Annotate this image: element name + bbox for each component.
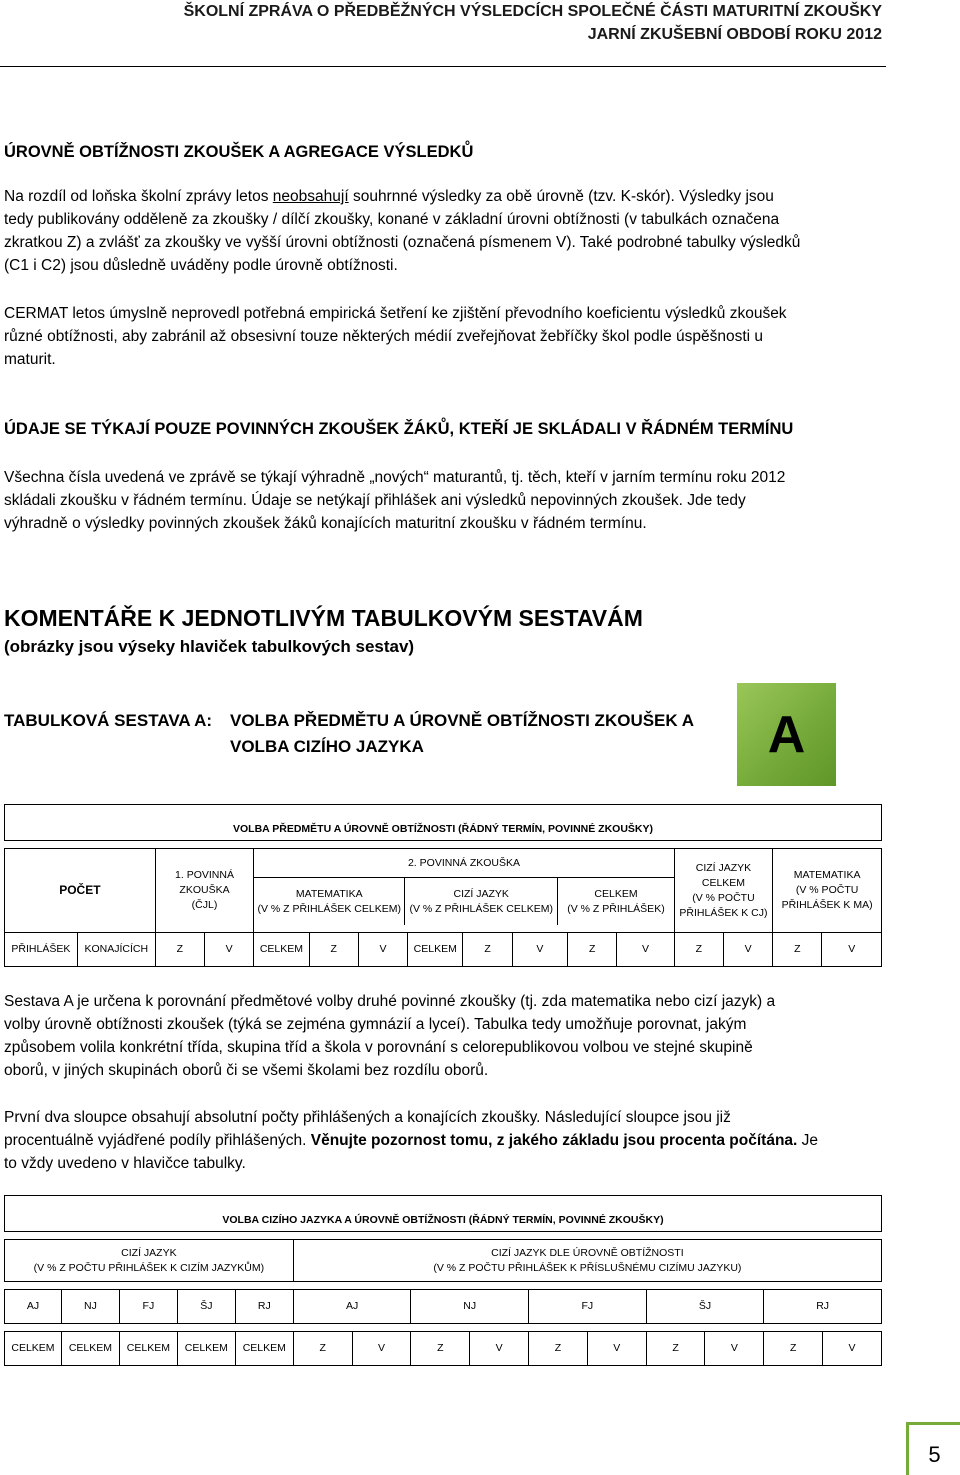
paragraph-line: procentuálně vyjádřené podíly přihlášených. Věnujte pozornost tomu, z jakého základu jsou procenta počítána. Je [4,1132,819,1149]
table-language-row [5,1290,882,1324]
page-number: 5 [906,1422,960,1475]
paragraph-columns [4,1106,884,1175]
underlined-word: neobsahují [272,188,349,205]
header-divider [0,66,886,67]
table-header-cell: Z [155,933,204,967]
paragraph-levels [4,185,884,277]
table-spacer [5,1232,882,1240]
header-pz2: 2. POVINNÁ ZKOUŠKA MATEMATIKA (V % Z PŘIHLÁŠEK CELKEM) CIZÍ JAZYK (V % Z PŘIHLÁŠEK CELKEM) CELKEM (V % Z PŘIHLÁŠEK) [254,849,675,933]
paragraph-line: (C1 i C2) jsou důsledně uváděny podle úrovně obtížnosti. [4,257,398,274]
table-language-cell: AJ [5,1290,62,1324]
paragraph-line: Sestava A je určena k porovnání předmětové volby druhé povinné zkoušky (tj. zda matematika nebo cizí jazyk) a [4,993,776,1010]
header-matematika: MATEMATIKA (V % Z PŘIHLÁŠEK CELKEM) [254,877,404,925]
paragraph-line: to vždy uvedeno v hlavičce tabulky. [4,1155,246,1172]
table-language-cell: AJ [293,1290,411,1324]
paragraph-line: výhradně o výsledky povinných zkoušek žáků konajících maturitní zkoušku v řádném termínu. [4,515,647,532]
sestava-title-line-2: VOLBA CIZÍHO JAZYKA [230,737,424,756]
table-language-cell: NJ [411,1290,529,1324]
section-heading-comments: KOMENTÁŘE K JEDNOTLIVÝM TABULKOVÝM SESTAVÁM [4,605,643,631]
table-level-cell: V [470,1332,529,1366]
table-language-cell: RJ [764,1290,882,1324]
paragraph-line: volby úrovně obtížnosti zkoušek (týká se zejména gymnázií a lyceí). Tabulka tedy umožňuje porovnat, jakým [4,1016,747,1033]
table-header-cell: V [358,933,407,967]
header-cizi-jazyk: CIZÍ JAZYK (V % Z PŘIHLÁŠEK CELKEM) [404,877,557,925]
table-level-cell: V [705,1332,764,1366]
table-level-cell: V [587,1332,646,1366]
table-language-cell: FJ [529,1290,647,1324]
table-header-cell: V [512,933,567,967]
paragraph-line: způsobem volila konkrétní třída, skupina tříd a škola v porovnání s celorepublikovou volbou ve stejné skupině [4,1039,753,1056]
table-header-cell: PŘIHLÁŠEK [5,933,78,967]
header-cizi-jazyk-podil: CIZÍ JAZYK (V % Z POČTU PŘIHLÁŠEK K CIZÍM JAZYKŮM) [5,1240,294,1282]
table-header-cell: Z [463,933,512,967]
table-header-cell: V [822,933,882,967]
table-header-cell: CELKEM [408,933,463,967]
paragraph-line: zkratkou Z) a zvlášť za zkoušky ve vyšší úrovni obtížnosti (označená písmenem V). Také podrobné tabulky výsledků [4,234,801,251]
table-level-cell: CELKEM [177,1332,235,1366]
sestava-badge: A [737,683,836,786]
paragraph-line: tedy publikovány odděleně za zkoušky / dílčí zkoušky, konané v základní úrovni obtížnosti (v tabulkách označena [4,211,780,228]
sestava-label: TABULKOVÁ SESTAVA A: [4,711,213,730]
header-line-2: JARNÍ ZKUŠEBNÍ OBDOBÍ ROKU 2012 [587,26,882,43]
table-level-cell: CELKEM [235,1332,293,1366]
table-level-cell: CELKEM [5,1332,62,1366]
paragraph-line: Všechna čísla uvedená ve zprávě se týkají výhradně „nových“ maturantů, tj. těch, kteří v jarním termínu roku 2012 [4,469,786,486]
header-cizi-jazyk-uroven: CIZÍ JAZYK DLE ÚROVNĚ OBTÍŽNOSTI (V % Z POČTU PŘIHLÁŠEK K PŘÍSLUŠNÉMU CIZÍMU JAZYKU) [293,1240,881,1282]
paragraph-line: skládali zkoušku v řádném termínu. Údaje se netýkají přihlášek ani výsledků nepovinných zkoušek. Jde tedy [4,492,746,509]
table-level-cell: Z [764,1332,823,1366]
table-volba-ciziho-jazyka [4,1195,882,1366]
header-cj-celkem: CIZÍ JAZYK CELKEM (V % POČTU PŘIHLÁŠEK K CJ) [674,849,772,933]
page-header [184,0,882,46]
section-heading-data-scope: ÚDAJE SE TÝKAJÍ POUZE POVINNÝCH ZKOUŠEK ŽÁKŮ, KTEŘÍ JE SKLÁDALI V ŘÁDNÉM TERMÍNU [4,420,794,438]
sestava-title-line-1: VOLBA PŘEDMĚTU A ÚROVNĚ OBTÍŽNOSTI ZKOUŠEK A [230,711,695,730]
section-heading-levels: ÚROVNĚ OBTÍŽNOSTI ZKOUŠEK A AGREGACE VÝSLEDKŮ [4,143,474,161]
paragraph-line: CERMAT letos úmyslně neprovedl potřebná empirická šetření ke zjištění převodního koeficientu výsledků zkoušek [4,305,787,322]
table-header-cell: Z [773,933,822,967]
header-line-1: ŠKOLNÍ ZPRÁVA O PŘEDBĚŽNÝCH VÝSLEDCÍCH SPOLEČNÉ ČÁSTI MATURITNÍ ZKOUŠKY [183,3,882,20]
paragraph-line: Na rozdíl od loňska školní zprávy letos neobsahují souhrnné výsledky za obě úrovně (tzv. K-skór). Výsledky jsou [4,188,774,205]
table-header-cell: Z [309,933,358,967]
table-header-cell: Z [568,933,617,967]
table-level-cell: Z [293,1332,352,1366]
table-level-cell: Z [411,1332,470,1366]
header-celkem: CELKEM (V % Z PŘIHLÁŠEK) [557,877,674,925]
paragraph-sestava-a [4,990,884,1082]
header-pocet: POČET [5,849,156,933]
paragraph-line: maturit. [4,351,56,368]
table-title: VOLBA CIZÍHO JAZYKA A ÚROVNĚ OBTÍŽNOSTI (ŘÁDNÝ TERMÍN, POVINNÉ ZKOUŠKY) [5,1196,882,1232]
paragraph-data-scope [4,466,884,535]
table-volba-predmetu [4,804,882,967]
paragraph-cermat [4,302,884,371]
table-header-row [5,933,882,967]
table-level-cell: Z [646,1332,705,1366]
table-language-cell: FJ [119,1290,177,1324]
table-level-cell: V [823,1332,882,1366]
table-level-row [5,1332,882,1366]
table-header-cell: CELKEM [254,933,309,967]
table-header-cell: Z [674,933,723,967]
table-level-cell: V [352,1332,411,1366]
table-header-cell: V [205,933,254,967]
paragraph-line: oborů, v jiných skupinách oborů či se všemi školami bez rozdílu oborů. [4,1062,489,1079]
table-header-cell: KONAJÍCÍCH [77,933,155,967]
emphasis-text: Věnujte pozornost tomu, z jakého základu jsou procenta počítána. [310,1132,798,1149]
paragraph-line: První dva sloupce obsahují absolutní počty přihlášených a konajících zkoušky. Následující sloupce jsou již [4,1109,731,1126]
table-language-cell: ŠJ [177,1290,235,1324]
table-header-cell: V [723,933,772,967]
header-ma-celkem: MATEMATIKA (V % POČTU PŘIHLÁŠEK K MA) [773,849,882,933]
paragraph-line: různé obtížnosti, aby zabránil až obsesivní touze některých médií zveřejňovat žebříčky škol podle úspěšnosti u [4,328,764,345]
section-subheading: (obrázky jsou výseky hlaviček tabulkových sestav) [4,637,415,656]
header-pz1: 1. POVINNÁ ZKOUŠKA (ČJL) [155,849,253,933]
table-level-cell: Z [529,1332,588,1366]
table-title: VOLBA PŘEDMĚTU A ÚROVNĚ OBTÍŽNOSTI (ŘÁDNÝ TERMÍN, POVINNÉ ZKOUŠKY) [5,805,882,841]
table-language-cell: NJ [61,1290,119,1324]
table-language-cell: ŠJ [646,1290,764,1324]
table-header-cell: V [617,933,674,967]
table-spacer [5,1324,882,1332]
table-language-cell: RJ [235,1290,293,1324]
table-spacer [5,1282,882,1290]
table-level-cell: CELKEM [61,1332,119,1366]
table-level-cell: CELKEM [119,1332,177,1366]
table-spacer [5,841,882,849]
